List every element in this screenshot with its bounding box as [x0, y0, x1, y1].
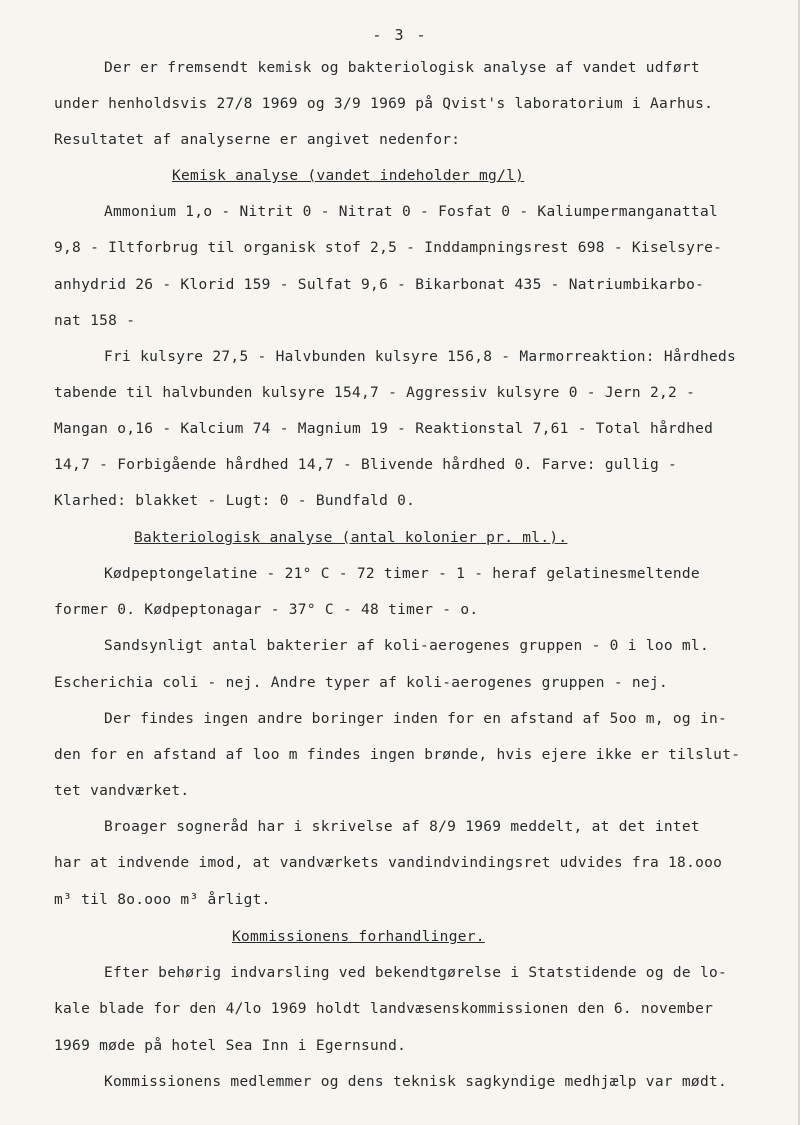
text-line: Escherichia coli - nej. Andre typer af koli-aerogenes gruppen - nej. [54, 675, 669, 691]
text-line: 1969 møde på hotel Sea Inn i Egernsund. [54, 1038, 407, 1054]
text-line: former 0. Kødpeptonagar - 37° C - 48 timer - o. [54, 602, 479, 618]
text-line: Der er fremsendt kemisk og bakteriologisk analyse af vandet udført [104, 60, 700, 76]
text-line: Kommissionens medlemmer og dens teknisk sagkyndige medhjælp var mødt. [104, 1074, 728, 1090]
text-line: Ammonium 1,o - Nitrit 0 - Nitrat 0 - Fosfat 0 - Kaliumpermanganattal [104, 204, 719, 220]
text-line: Kødpeptongelatine - 21° C - 72 timer - 1 - heraf gelatinesmeltende [104, 566, 700, 582]
page-number: - 3 - [372, 26, 428, 44]
text-line: den for en afstand af loo m findes ingen brønde, hvis ejere ikke er tilslut- [54, 747, 741, 763]
text-line: nat 158 - [54, 313, 136, 329]
text-line: m³ til 8o.ooo m³ årligt. [54, 892, 271, 908]
text-line: har at indvende imod, at vandværkets vandindvindingsret udvides fra 18.ooo [54, 855, 723, 871]
text-line: Der findes ingen andre boringer inden for en afstand af 5oo m, og in- [104, 711, 728, 727]
text-line: Efter behørig indvarsling ved bekendtgørelse i Statstidende og de lo- [104, 965, 728, 981]
text-line: kale blade for den 4/lo 1969 holdt landvæsenskommissionen den 6. november [54, 1001, 714, 1017]
text-line: tabende til halvbunden kulsyre 154,7 - Aggressiv kulsyre 0 - Jern 2,2 - [54, 385, 696, 401]
text-line: Mangan o,16 - Kalcium 74 - Magnium 19 - Reaktionstal 7,61 - Total hårdhed [54, 421, 714, 437]
section-heading-bacteriological: Bakteriologisk analyse (antal kolonier pr. ml.). [134, 530, 568, 546]
text-line: under henholdsvis 27/8 1969 og 3/9 1969 på Qvist's laboratorium i Aarhus. [54, 96, 714, 112]
text-line: Broager sogneråd har i skrivelse af 8/9 1969 meddelt, at det intet [104, 819, 700, 835]
text-line: tet vandværket. [54, 783, 190, 799]
text-line: 9,8 - Iltforbrug til organisk stof 2,5 - Inddampningsrest 698 - Kiselsyre- [54, 240, 723, 256]
text-line: Klarhed: blakket - Lugt: 0 - Bundfald 0. [54, 493, 416, 509]
text-line: 14,7 - Forbigående hårdhed 14,7 - Blivende hårdhed 0. Farve: gullig - [54, 457, 678, 473]
text-line: anhydrid 26 - Klorid 159 - Sulfat 9,6 - Bikarbonat 435 - Natriumbikarbo- [54, 277, 705, 293]
text-line: Fri kulsyre 27,5 - Halvbunden kulsyre 156,8 - Marmorreaktion: Hårdheds [104, 349, 737, 365]
section-heading-chemical: Kemisk analyse (vandet indeholder mg/l) [172, 168, 525, 184]
section-heading-proceedings: Kommissionens forhandlinger. [232, 929, 485, 945]
text-line: Sandsynligt antal bakterier af koli-aerogenes gruppen - 0 i loo ml. [104, 638, 709, 654]
text-line: Resultatet af analyserne er angivet nedenfor: [54, 132, 461, 148]
